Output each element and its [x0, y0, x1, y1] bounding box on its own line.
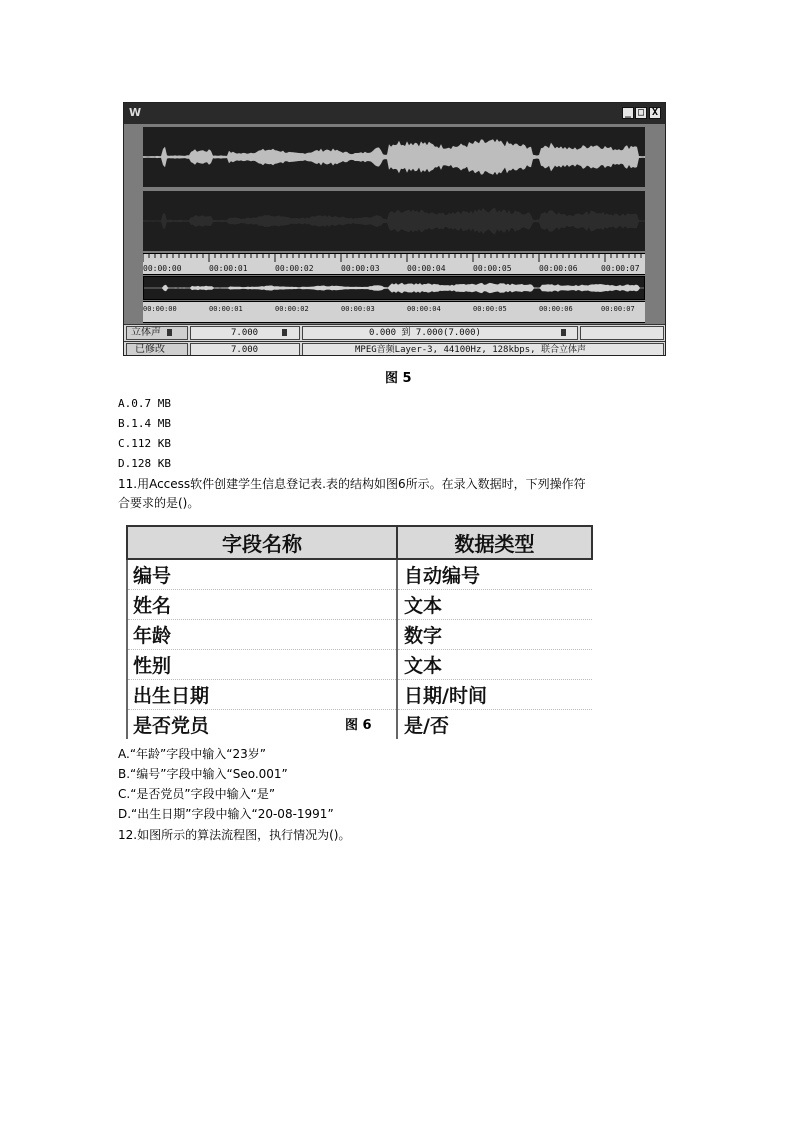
waveform-track-right[interactable]	[143, 191, 645, 251]
header-field-name: 字段名称	[127, 526, 397, 559]
maximize-button[interactable]: □	[635, 107, 647, 119]
ruler-label: 00:00:00	[143, 264, 182, 273]
ruler-label: 00:00:00	[143, 305, 177, 313]
q10-option-a: A.0.7 MB	[118, 397, 171, 410]
figure-6-caption: 图 6	[345, 718, 372, 733]
field-name-cell: 出生日期	[127, 680, 397, 710]
field-name-cell: 姓名	[127, 590, 397, 620]
window-titlebar	[124, 103, 665, 124]
audio-format: MPEG音频Layer-3, 44100Hz, 128kbps, 联合立体声	[302, 343, 664, 356]
indicator-icon	[561, 329, 566, 336]
waveform-left	[143, 127, 645, 187]
table-row	[127, 620, 592, 650]
waveform-right	[143, 191, 645, 251]
ruler-label: 00:00:06	[539, 305, 573, 313]
ruler-ticks	[143, 254, 645, 264]
table-row	[127, 559, 592, 590]
q11-option-d: D.“出生日期”字段中输入“20-08-1991”	[118, 807, 334, 821]
q10-option-b: B.1.4 MB	[118, 417, 171, 430]
data-type-cell: 日期/时间	[397, 680, 592, 710]
indicator-icon	[282, 329, 287, 336]
ruler-label: 00:00:07	[601, 305, 635, 313]
q11-option-b: B.“编号”字段中输入“Seo.001”	[118, 767, 288, 781]
ruler-label: 00:00:01	[209, 305, 243, 313]
length-value: 7.000	[190, 343, 300, 356]
q12-text: 12.如图所示的算法流程图，执行情况为()。	[118, 828, 351, 842]
data-type-cell: 文本	[397, 650, 592, 680]
data-type-cell: 是/否	[404, 715, 449, 737]
waveform-track-left[interactable]	[143, 127, 645, 187]
q10-option-d: D.128 KB	[118, 457, 171, 470]
ruler-label: 00:00:03	[341, 264, 380, 273]
status-bar-row2	[124, 341, 665, 356]
channel-label: 立体声	[126, 326, 188, 340]
selection-range: 0.000 到 7.000(7.000)	[302, 326, 578, 340]
table-header-row	[127, 526, 592, 559]
ruler-label: 00:00:04	[407, 305, 441, 313]
status-empty-cell	[580, 326, 664, 340]
minimize-button[interactable]: _	[622, 107, 634, 119]
overview-wave	[144, 277, 644, 299]
status-bar-row1	[124, 324, 665, 341]
close-button[interactable]: X	[649, 107, 661, 119]
ruler-label: 00:00:01	[209, 264, 248, 273]
ruler-label: 00:00:03	[341, 305, 375, 313]
q10-option-c: C.112 KB	[118, 437, 171, 450]
data-type-cell: 文本	[397, 590, 592, 620]
ruler-label: 00:00:02	[275, 264, 314, 273]
position-value: 7.000	[190, 326, 300, 340]
audio-editor-screenshot	[123, 102, 666, 356]
q11-text-line2: 合要求的是()。	[118, 496, 200, 510]
q11-text-line1: 11.用Access软件创建学生信息登记表.表的结构如图6所示。在录入数据时，下列操作符	[118, 477, 586, 491]
ruler-label: 00:00:04	[407, 264, 446, 273]
overview-waveform[interactable]	[143, 276, 645, 300]
ruler-label: 00:00:06	[539, 264, 578, 273]
ruler-label: 00:00:07	[601, 264, 640, 273]
ruler-label: 00:00:05	[473, 305, 507, 313]
timeline-ruler[interactable]	[143, 253, 645, 275]
field-name-cell: 是否党员	[127, 710, 397, 740]
data-type-cell: 自动编号	[397, 559, 592, 590]
overview-ruler[interactable]	[143, 301, 645, 323]
table-row	[127, 590, 592, 620]
ruler-label: 00:00:05	[473, 264, 512, 273]
table-row	[127, 650, 592, 680]
field-name-cell: 性别	[127, 650, 397, 680]
figure-5-caption: 图 5	[385, 371, 412, 386]
modified-label: 已修改	[126, 343, 188, 356]
field-name-cell: 编号	[127, 559, 397, 590]
ruler-label: 00:00:02	[275, 305, 309, 313]
app-icon: W	[129, 106, 142, 119]
table-row	[127, 680, 592, 710]
header-data-type: 数据类型	[397, 526, 592, 559]
indicator-icon	[167, 329, 172, 336]
data-type-cell: 数字	[397, 620, 592, 650]
field-name-cell: 年龄	[127, 620, 397, 650]
q11-option-a: A.“年龄”字段中输入“23岁”	[118, 747, 266, 761]
q11-option-c: C.“是否党员”字段中输入“是”	[118, 787, 276, 801]
